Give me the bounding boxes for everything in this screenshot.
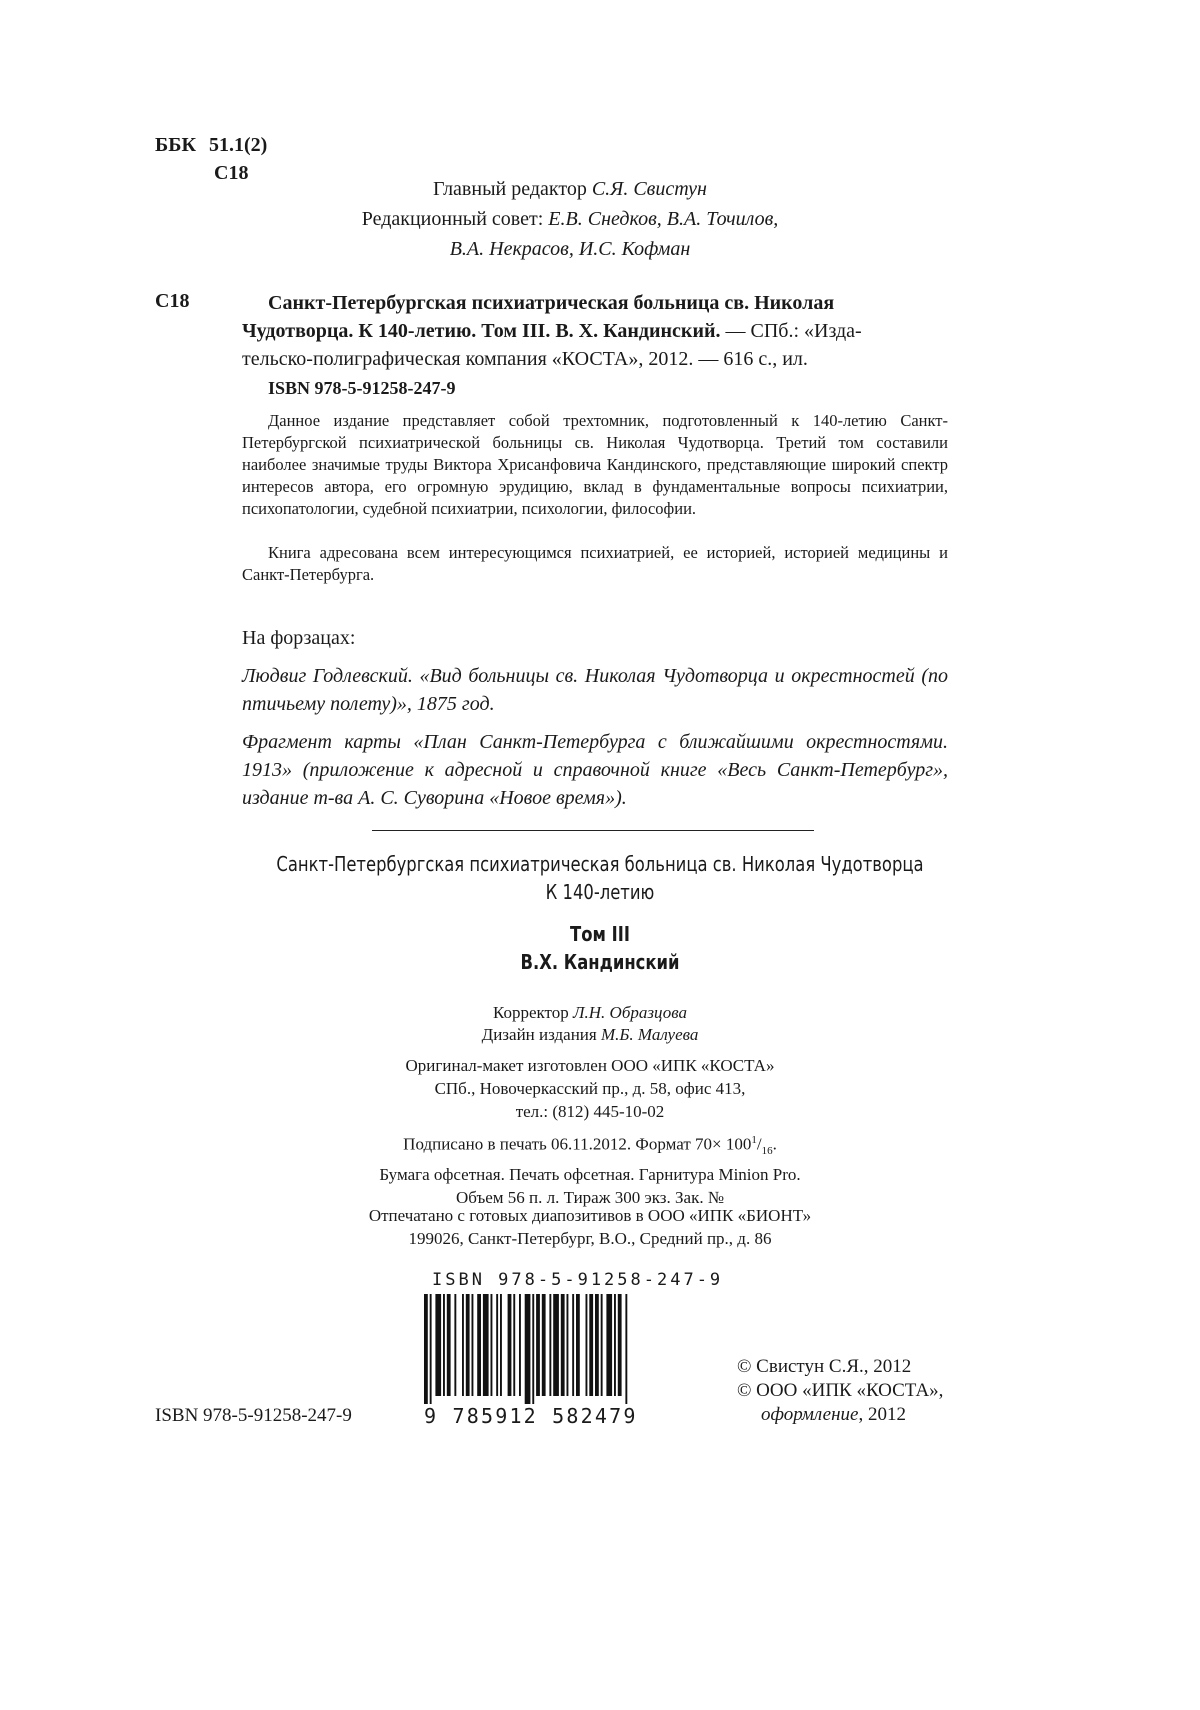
endpapers-heading: На форзацах:	[242, 627, 356, 649]
catalog-title-line3: тельско-полиграфическая компания «КОСТА», 2012. — 616 с., ил.	[242, 348, 808, 370]
design-name: М.Б. Малуева	[600, 1025, 699, 1044]
colophon-title	[160, 850, 1040, 906]
board-names-1: Е.В. Снедков, В.А. Точилов,	[548, 208, 779, 230]
editors-block	[300, 174, 840, 264]
catalog-isbn: ISBN 978-5-91258-247-9	[268, 378, 456, 398]
colophon-volume-block	[300, 920, 900, 976]
bbk-label: ББК	[155, 134, 196, 156]
endpapers-item-2: Фрагмент карты «План Санкт-Петербурга с ближайшими окрестностями. 1913» (приложение к адресной и справочной книге «Весь Санкт-Петербург», издание т-ва А. С. Суворина «Новое время»).	[242, 731, 948, 809]
annotation-paragraph-2: Книга адресована всем интересующимся психиатрией, ее историей, историей медицины и Санкт-Петербурга.	[242, 543, 948, 584]
format-sup: 1	[751, 1134, 757, 1146]
author-mark: С18	[214, 162, 249, 184]
printer-block	[260, 1204, 920, 1250]
design-label: Дизайн издания	[481, 1025, 597, 1044]
board-names-2: В.А. Некрасов, И.С. Кофман	[449, 238, 691, 260]
copyright-1: © Свистун С.Я., 2012	[737, 1356, 912, 1377]
colophon-volume: Том III	[570, 922, 630, 946]
colophon-author: В.Х. Кандинский	[520, 950, 680, 974]
layout-line-2: СПб., Новочеркасский пр., д. 58, офис 413,	[434, 1079, 746, 1098]
bbk-code: 51.1(2)	[208, 134, 268, 156]
corrector-label: Корректор	[492, 1003, 569, 1022]
format-sub: 16	[761, 1145, 773, 1158]
catalog-title-line2-rest: — СПб.: «Изда-	[720, 320, 862, 342]
layout-block	[260, 1054, 920, 1123]
footer-isbn: ISBN 978-5-91258-247-9	[155, 1405, 352, 1426]
print-line-1: Подписано в печать 06.11.2012. Формат 70× 100	[403, 1134, 752, 1154]
colophon-title-line1: Санкт-Петербургская психиатрическая больница св. Николая Чудотворца	[276, 852, 924, 876]
copyright-3-rest: , 2012	[858, 1404, 906, 1425]
printer-line-1: Отпечатано с готовых диапозитивов в ООО «ИПК «БИОНТ»	[368, 1206, 812, 1225]
print-line-3: Объем 56 п. л. Тираж 300 экз. Зак. №	[455, 1188, 725, 1208]
layout-line-1: Оригинал-макет изготовлен ООО «ИПК «КОСТА»	[405, 1056, 775, 1075]
catalog-title-line1: Санкт-Петербургская психиатрическая больница св. Николая	[268, 292, 835, 314]
bbk-block	[155, 134, 267, 157]
layout-line-3: тел.: (812) 445-10-02	[515, 1102, 665, 1121]
print-block: Подписано в печать 06.11.2012. Формат $70\times 100^1/_{16}$. Бумага офсетная. Печать офсетная. Гарнитура Minion Pro. Объем 56 п. л. Тираж 300 экз. Зак. №	[260, 1129, 920, 1209]
credits-block	[300, 1002, 880, 1046]
barcode-digits: 9 785912 582479	[424, 1404, 638, 1428]
chief-editor-name: С.Я. Свистун	[591, 178, 707, 200]
annotation-paragraph-1: Данное издание представляет собой трехтомник, подготовленный к 140-летию Санкт-Петербургской психиатрической больницы св. Николая Чудотворца. Третий том составили наиболее значимые труды Виктора Хрисанфовича Кандинского, представляющие широкий спектр интересов автора, его огромную эрудицию, вклад в фундаментальные вопросы психиатрии, психопатологии, судебной психиатрии, психологии, философии.	[242, 411, 948, 518]
print-line-2: Бумага офсетная. Печать офсетная. Гарнитура Minion Pro.	[379, 1165, 801, 1185]
endpapers-item-1: Людвиг Годлевский. «Вид больницы св. Николая Чудотворца и окрестностей (по птичьему полету)», 1875 год.	[242, 665, 948, 715]
chief-editor-label: Главный редактор	[433, 178, 587, 200]
board-label: Редакционный совет:	[361, 208, 544, 230]
corrector-name: Л.Н. Образцова	[573, 1003, 687, 1022]
colophon-title-line2: К 140-летию	[545, 880, 655, 904]
barcode-icon	[420, 1294, 720, 1404]
copyright-3-italic: оформление	[761, 1404, 859, 1425]
copyright-2: © ООО «ИПК «КОСТА»,	[737, 1380, 944, 1401]
copyright-block	[737, 1355, 943, 1427]
section-divider	[372, 830, 814, 831]
catalog-record	[242, 289, 948, 373]
barcode-isbn-text: ISBN 978-5-91258-247-9	[432, 1270, 724, 1290]
printer-line-2: 199026, Санкт-Петербург, В.О., Средний пр., д. 86	[408, 1229, 772, 1248]
catalog-mark: С18	[155, 290, 190, 312]
catalog-title-line2-bold: Чудотворца. К 140-летию. Том III. В. Х. Кандинский.	[242, 320, 721, 342]
